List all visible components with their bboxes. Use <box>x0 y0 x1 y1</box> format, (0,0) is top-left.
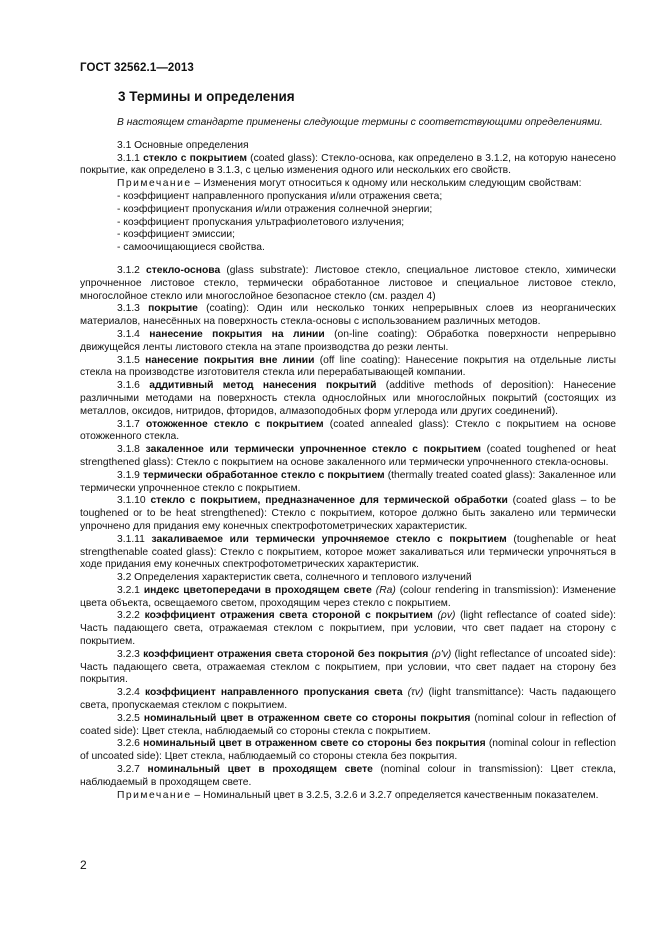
symbol: (Ra) <box>375 584 396 596</box>
definition-3-1-9: 3.1.9 термически обработанное стекло с покрытием (thermally treated coated glass): Закаленное или термически упрочненное стекло с покрытием. <box>80 469 616 494</box>
list-item: - коэффициент направленного пропускания и/или отражения света; <box>117 190 443 202</box>
term: номинальный цвет в отраженном свете со стороны без покрытия <box>143 738 486 750</box>
definition-3-1-7: 3.1.7 отожженное стекло с покрытием (coated annealed glass): Стекло с покрытием на основе отожженного стекла. <box>80 418 616 443</box>
term: нанесение покрытия на линии <box>149 328 325 340</box>
term: стекло-основа <box>146 264 221 276</box>
standard-header: ГОСТ 32562.1—2013 <box>80 62 194 74</box>
definition-3-1-11: 3.1.11 закаливаемое или термически упрочняемое стекло с покрытием (toughenable or heat strengthenable coated glass): Стекло с покрытием, которое может закаливаться или термически упрочняться в ходе придания ему конечных спектрофотометрических характеристик. <box>80 533 616 571</box>
definition-3-2-2: 3.2.2 коэффициент отражения света стороной с покрытием (ρv) (light reflectance of coated side): Часть падающего света, отражаемая стеклом с покрытием, при условии, что свет падает на сторону с покрытием. <box>80 610 616 648</box>
note-label: Примечание <box>117 178 192 190</box>
subsection-3-1: 3.1 Основные определения <box>117 139 249 151</box>
term: коэффициент отражения света стороной с покрытием <box>144 610 433 622</box>
term: нанесение покрытия вне линии <box>145 354 315 366</box>
list-item: - коэффициент пропускания ультрафиолетового излучения; <box>117 216 405 228</box>
list-item: - самоочищающиеся свойства. <box>117 242 265 254</box>
term: термически обработанное стекло с покрытием <box>142 469 385 481</box>
term: аддитивный метод нанесения покрытий <box>149 380 377 392</box>
term: отожженное стекло с покрытием <box>146 418 324 430</box>
definition-3-2-3: 3.2.3 коэффициент отражения света стороной без покрытия (ρ'v) (light reflectance of uncoated side): Часть падающего света, отражаемая стеклом с покрытием, при условии, что свет падает на сторону без покрытия. <box>80 648 616 686</box>
definition-3-1-2: 3.1.2 стекло-основа (glass substrate): Листовое стекло, специальное листовое стекло, химически упрочненное листовое стекло, термически обработанное листовое и специальное листовое стекло, многослойное стекло или многослойное безопасное стекло (см. раздел 4) <box>80 264 616 302</box>
symbol: (ρ'v) <box>431 648 452 660</box>
note-2: Примечание – Номинальный цвет в 3.2.5, 3.2.6 и 3.2.7 определяется качественным показателем. <box>117 789 599 801</box>
definition-3-1-10: 3.1.10 стекло с покрытием, предназначенное для термической обработки (coated glass – to be toughened or to be heat strengthened): Стекло с покрытием, которое должно быть закалено или термически упрочнено для придания ему конечных спектрофотометрических характеристик. <box>80 495 616 532</box>
note-label: Примечание <box>117 789 192 801</box>
definition-3-1-3: 3.1.3 покрытие (coating): Один или несколько тонких непрерывных слоев из неорганических материалов, нанесённых на поверхность стекла-основы с использованием различных методов. <box>80 303 616 328</box>
definition-3-2-6: 3.2.6 номинальный цвет в отраженном свете со стороны без покрытия (nominal colour in reflection of uncoated side): Цвет стекла, наблюдаемый со стороны стекла без покрытия. <box>80 738 616 763</box>
term: индекс цветопередачи в проходящем свете <box>143 584 372 596</box>
term: коэффициент отражения света стороной без покрытия <box>143 648 429 660</box>
term: номинальный цвет в проходящем свете <box>147 764 373 776</box>
term: закаливаемое или термически упрочняемое стекло с покрытием <box>151 533 507 545</box>
definition-3-1-5: 3.1.5 нанесение покрытия вне линии (off line coating): Нанесение покрытия на отдельные листы стекла на производстве изготовителя стекла или перерабатывающей компании. <box>80 354 616 379</box>
list-item: - коэффициент пропускания и/или отражения солнечной энергии; <box>117 203 433 215</box>
document-body <box>80 117 616 802</box>
definition-3-2-7: 3.2.7 номинальный цвет в проходящем свете (nominal colour in transmission): Цвет стекла, наблюдаемый в проходящем свете. <box>80 764 616 788</box>
page-number: 2 <box>80 858 87 872</box>
note-1: Примечание – Изменения могут относиться к одному или нескольким следующим свойствам: <box>117 178 582 190</box>
symbol: (τv) <box>407 687 424 699</box>
definition-3-1-6: 3.1.6 аддитивный метод нанесения покрытий (additive methods of deposition): Нанесение различными методами на поверхность стекла однослойных или многослойных покрытий (состоящих из металлов, оксидов, нитридов, фторидов, алмазоподобных форм углерода или других соединений). <box>80 380 616 417</box>
definition-3-2-5: 3.2.5 номинальный цвет в отраженном свете со стороны покрытия (nominal colour in reflection of coated side): Цвет стекла, наблюдаемый со стороны стекла с покрытием. <box>80 712 616 737</box>
symbol: (ρv) <box>437 610 456 622</box>
definition-3-1-4: 3.1.4 нанесение покрытия на линии (on-line coating): Обработка поверхности непрерывно движущейся ленты листового стекла на этапе производства до резки ленты. <box>80 328 616 353</box>
definition-3-2-1: 3.2.1 индекс цветопередачи в проходящем свете (Ra) (colour rendering in transmission): Изменение цвета объекта, освещаемого светом, проходящим через стекло с покрытием. <box>80 584 616 609</box>
term: стекло с покрытием <box>143 152 247 164</box>
term: покрытие <box>148 303 198 315</box>
section-title: 3 Термины и определения <box>118 89 295 104</box>
definition-3-1-8: 3.1.8 закаленное или термически упрочненное стекло с покрытием (coated toughened or heat strengthened glass): Стекло с покрытием на основе закаленного или термически упрочненного стекла-основы. <box>80 444 616 468</box>
term: стекло с покрытием, предназначенное для термической обработки <box>150 495 508 507</box>
term: закаленное или термически упрочненное стекло с покрытием <box>145 444 481 456</box>
intro-paragraph: В настоящем стандарте применены следующие термины с соответствующими определениями. <box>117 117 603 128</box>
definition-3-1-1: 3.1.1 стекло с покрытием (coated glass): Стекло-основа, как определено в 3.1.2, на которую нанесено покрытие, как определено в 3.1.3, с целью изменения одного или нескольких его свойств. <box>80 152 616 177</box>
term: коэффициент направленного пропускания света <box>144 687 403 699</box>
definition-3-2-4: 3.2.4 коэффициент направленного пропускания света (τv) (light transmittance): Часть падающего света, пропускаемая стеклом с покрытием. <box>80 687 616 712</box>
list-item: - коэффициент эмиссии; <box>117 229 235 241</box>
subsection-3-2: 3.2 Определения характеристик света, солнечного и теплового излучений <box>117 572 472 584</box>
term: номинальный цвет в отраженном свете со стороны покрытия <box>143 712 471 724</box>
